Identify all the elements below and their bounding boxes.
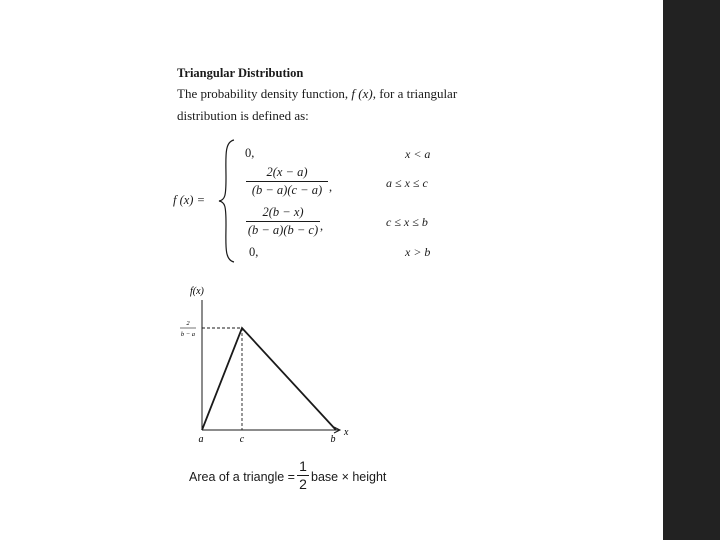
intro-line-2: distribution is defined as: (177, 108, 309, 123)
tick-label-b: b (330, 434, 336, 445)
peak-value-denominator: b − a (180, 331, 196, 338)
piecewise-lhs: f (x) = (173, 193, 206, 207)
case2-fraction (246, 165, 328, 198)
half-denominator: 2 (299, 476, 307, 492)
case2-numerator: 2(x − a) (266, 165, 308, 179)
case2-fraction-bar (246, 181, 328, 182)
triangle-graph (170, 282, 370, 447)
triangle-density-line (202, 328, 336, 430)
case3-condition: c ≤ x ≤ b (386, 215, 428, 229)
case3-fraction (246, 205, 320, 238)
slide-title: Triangular Distribution (177, 66, 304, 80)
case2-condition: a ≤ x ≤ c (386, 176, 428, 190)
case1-condition: x < a (405, 147, 431, 161)
intro-line-1 (177, 86, 457, 102)
dark-sidebar (663, 0, 720, 540)
case3-numerator: 2(b − x) (262, 205, 304, 219)
case3-comma: , (320, 219, 324, 233)
intro-text-pre: The probability density function, (177, 86, 352, 101)
left-brace (216, 138, 238, 264)
case1-value: 0, (245, 146, 255, 160)
fx-symbol: f (x) (351, 86, 373, 101)
area-formula-prefix: Area of a triangle = (189, 470, 295, 484)
case4-condition: x > b (405, 245, 431, 259)
case3-denominator: (b − a)(b − c) (247, 223, 319, 237)
x-axis-label: x (344, 427, 349, 438)
peak-value-numerator: 2 (186, 320, 190, 327)
tick-label-a: a (198, 434, 204, 445)
case3-fraction-bar (246, 221, 320, 222)
tick-label-c: c (239, 434, 245, 445)
y-axis-label: f(x) (190, 286, 204, 297)
case2-comma: , (329, 180, 333, 194)
area-formula-suffix: base × height (311, 470, 387, 484)
case4-value: 0, (249, 245, 259, 259)
intro-text-post: , for a triangular (372, 86, 458, 101)
case2-denominator: (b − a)(c − a) (251, 183, 323, 197)
half-numerator: 1 (299, 458, 307, 474)
half-fraction (297, 459, 309, 492)
